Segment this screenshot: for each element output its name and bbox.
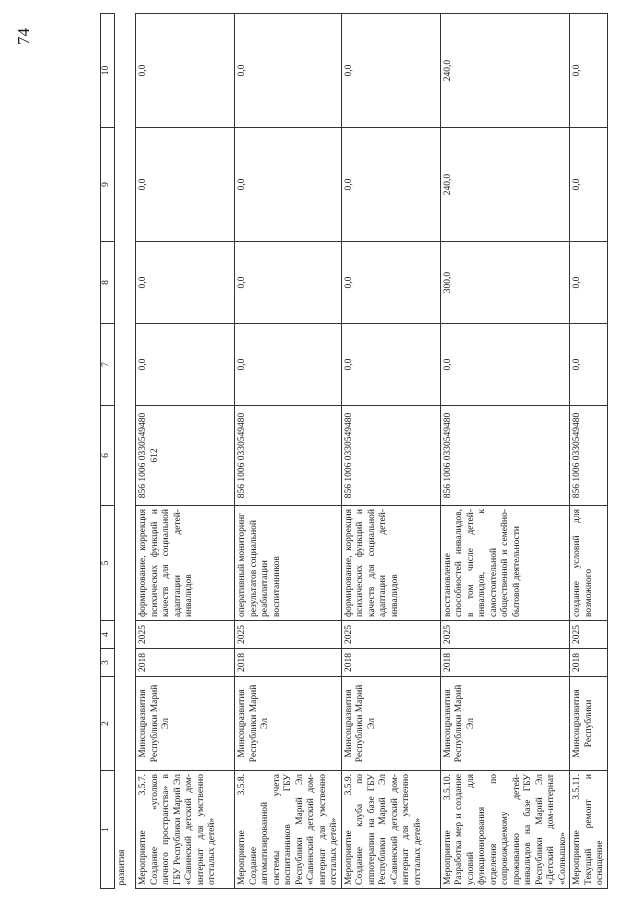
measure-cell: Мероприятие 3.5.11. Текущий ремонт и оснащение [570, 771, 608, 889]
value-col8: 0,0 [570, 242, 608, 324]
col-header: 5 [101, 506, 115, 621]
start-year-cell: 2018 [341, 649, 440, 677]
start-year-cell: 2018 [440, 649, 570, 677]
executor-cell: Минсоцразвития Республики Марий Эл [136, 677, 235, 771]
col-header: 3 [101, 649, 115, 677]
value-col10: 0,0 [235, 14, 342, 128]
col-header: 1 [101, 771, 115, 889]
col-header: 6 [101, 406, 115, 506]
value-col7: 0,0 [341, 324, 440, 406]
col-header: 8 [101, 242, 115, 324]
value-col8: 0,0 [235, 242, 342, 324]
value-col7: 0,0 [136, 324, 235, 406]
result-cell: оперативный мониторинг результатов социальной реабилитации воспитанников [235, 506, 342, 621]
value-col9: 0,0 [570, 128, 608, 242]
start-year-cell: 2018 [570, 649, 608, 677]
section-label: развития [115, 14, 136, 889]
table-row [235, 14, 342, 889]
end-year-cell: 2025 [570, 621, 608, 649]
value-col10: 0,0 [136, 14, 235, 128]
col-header: 9 [101, 128, 115, 242]
table-row [440, 14, 570, 889]
value-col7: 0,0 [235, 324, 342, 406]
end-year-cell: 2025 [235, 621, 342, 649]
value-col9: 0,0 [136, 128, 235, 242]
executor-cell: Минсоцразвития Республики [570, 677, 608, 771]
executor-cell: Минсоцразвития Республики Марий Эл [341, 677, 440, 771]
section-row [115, 14, 136, 889]
col-header: 4 [101, 621, 115, 649]
measure-cell: Мероприятие 3.5.7. Создание «уголков личного пространства» в ГБУ Республики Марий Эл «Савинский детский дом-интернат для умственно отсталых детей» [136, 771, 235, 889]
value-col9: 240,0 [440, 128, 570, 242]
measure-cell: Мероприятие 3.5.8. Создание автоматизированной системы учета воспитанников ГБУ Республики Марий Эл «Савинский детский дом-интернат для умственно отсталых детей» [235, 771, 342, 889]
result-cell: формирование, коррекция психических функций и качеств для социальной адаптации детей-инвалидов [136, 506, 235, 621]
budget-code-cell: 856 1006 0330549480 [440, 406, 570, 506]
end-year-cell: 2025 [136, 621, 235, 649]
value-col10: 240,0 [440, 14, 570, 128]
result-cell: создание условий для возможного [570, 506, 608, 621]
value-col8: 0,0 [341, 242, 440, 324]
value-col8: 0,0 [136, 242, 235, 324]
value-col7: 0,0 [570, 324, 608, 406]
measure-cell: Мероприятие 3.5.9. Создание клуба по иппотерапии на базе ГБУ Республики Марий Эл «Савинский детский дом-интернат для умственно отсталых детей» [341, 771, 440, 889]
budget-code-cell: 856 1006 0330549480 [570, 406, 608, 506]
budget-code-cell: 856 1006 0330549480 [341, 406, 440, 506]
value-col7: 0,0 [440, 324, 570, 406]
measure-cell: Мероприятие 3.5.10. Разработка мер и создание условий для функционирования отделения по сопровождаемому проживанию детей-инвалидов на базе ГБУ Республики Марий Эл «Детский дом-интернат «Солнышко» [440, 771, 570, 889]
page-number: 74 [14, 28, 33, 45]
result-cell: формирование, коррекция психических функций и качеств для социальной адаптации детей-инвалидов [341, 506, 440, 621]
value-col8: 300,0 [440, 242, 570, 324]
table-row [570, 14, 608, 889]
executor-cell: Минсоцразвития Республики Марий Эл [440, 677, 570, 771]
col-header: 2 [101, 677, 115, 771]
value-col9: 0,0 [235, 128, 342, 242]
table-row [136, 14, 235, 889]
table-row [341, 14, 440, 889]
header-row [101, 14, 115, 889]
value-col10: 0,0 [341, 14, 440, 128]
executor-cell: Минсоцразвития Республики Марий Эл [235, 677, 342, 771]
start-year-cell: 2018 [235, 649, 342, 677]
end-year-cell: 2025 [341, 621, 440, 649]
value-col10: 0,0 [570, 14, 608, 128]
result-cell: восстановление способностей инвалидов, в том числе детей-инвалидов, к самостоятельной общественной и семейно-бытовой деятельности [440, 506, 570, 621]
budget-code-cell: 856 1006 0330549480 612 [136, 406, 235, 506]
measures-table [100, 13, 608, 889]
col-header: 10 [101, 14, 115, 128]
budget-code-cell: 856 1006 0330549480 [235, 406, 342, 506]
start-year-cell: 2018 [136, 649, 235, 677]
value-col9: 0,0 [341, 128, 440, 242]
end-year-cell: 2025 [440, 621, 570, 649]
col-header: 7 [101, 324, 115, 406]
